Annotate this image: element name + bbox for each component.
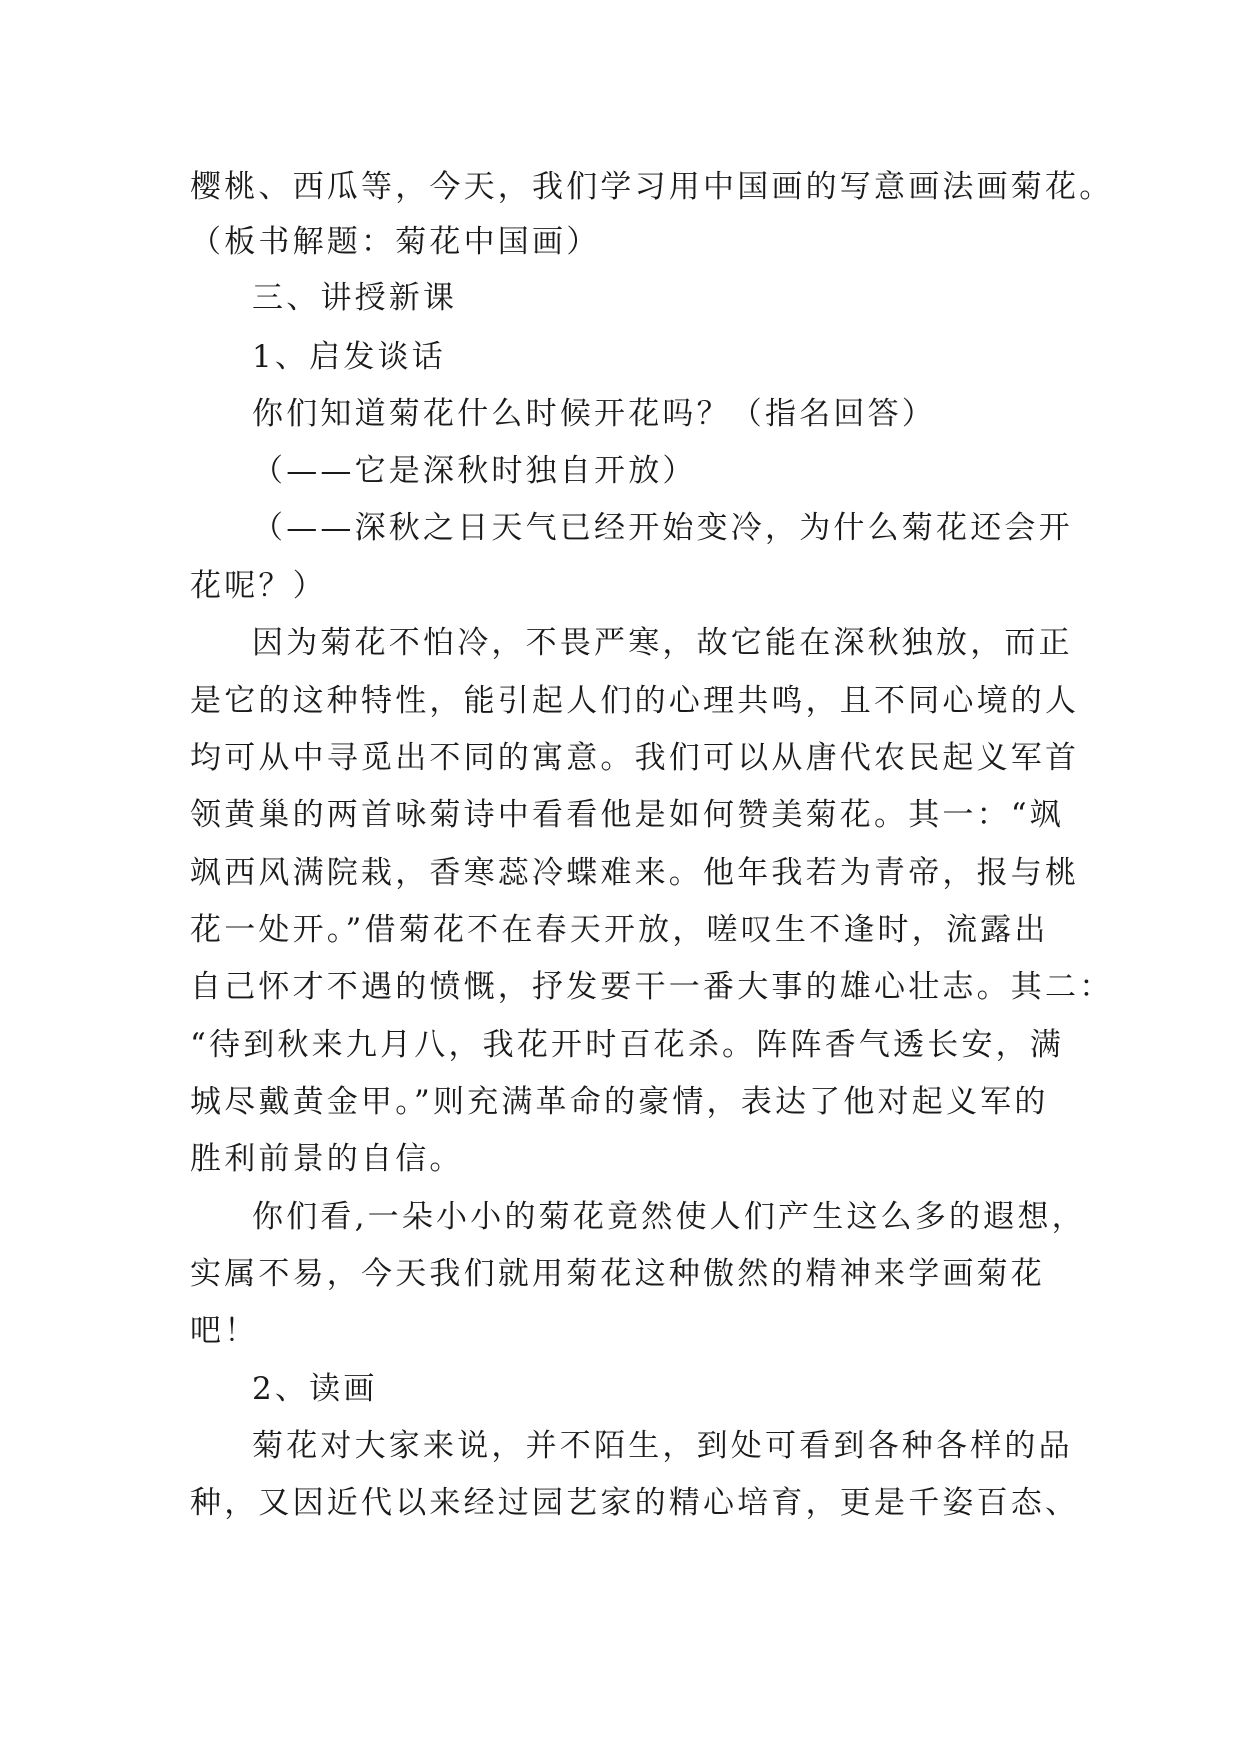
text-line: （——深秋之日天气已经开始变冷，为什么菊花还会开 (252, 510, 1073, 546)
text-line: 樱桃、西瓜等，今天，我们学习用中国画的写意画法画菊花。 (190, 169, 1114, 205)
text-line: 花一处开。”借菊花不在春天开放，嗟叹生不逢时，流露出 (190, 912, 1049, 948)
text-line: 胜利前景的自信。 (190, 1141, 464, 1177)
subsection-heading: 2、读画 (252, 1371, 378, 1407)
text-line: 你们知道菊花什么时候开花吗？（指名回答） (252, 396, 936, 432)
text-line: 花呢？） (190, 568, 327, 604)
text-line: “待到秋来九月八，我花开时百花杀。阵阵香气透长安，满 (190, 1027, 1065, 1063)
text-line: 你们看,一朵小小的菊花竟然使人们产生这么多的遐想， (252, 1199, 1086, 1235)
text-line: 自己怀才不遇的愤慨，抒发要干一番大事的雄心壮志。其二： (190, 969, 1114, 1005)
text-line: 城尽戴黄金甲。”则充满革命的豪情，表达了他对起义军的 (190, 1084, 1049, 1120)
text-line: 菊花对大家来说，并不陌生，到处可看到各种各样的品 (252, 1428, 1073, 1464)
subsection-heading: 1、启发谈话 (252, 339, 446, 375)
text-line: 飒西风满院栽，香寒蕊冷蝶难来。他年我若为青帝，报与桃 (190, 855, 1080, 891)
text-line: 领黄巢的两首咏菊诗中看看他是如何赞美菊花。其一：“飒 (190, 797, 1065, 833)
text-line: 吧！ (190, 1313, 259, 1349)
section-heading: 三、讲授新课 (252, 280, 458, 316)
text-line: 种，又因近代以来经过园艺家的精心培育，更是千姿百态、 (190, 1485, 1080, 1521)
text-line: 是它的这种特性，能引起人们的心理共鸣，且不同心境的人 (190, 683, 1080, 719)
text-line: （板书解题：菊花中国画） (190, 224, 601, 260)
text-line: 因为菊花不怕冷，不畏严寒，故它能在深秋独放，而正 (252, 625, 1073, 661)
text-line: （——它是深秋时独自开放） (252, 453, 697, 489)
text-line: 实属不易，今天我们就用菊花这种傲然的精神来学画菊花 (190, 1256, 1045, 1292)
text-line: 均可从中寻觅出不同的寓意。我们可以从唐代农民起义军首 (190, 740, 1080, 776)
